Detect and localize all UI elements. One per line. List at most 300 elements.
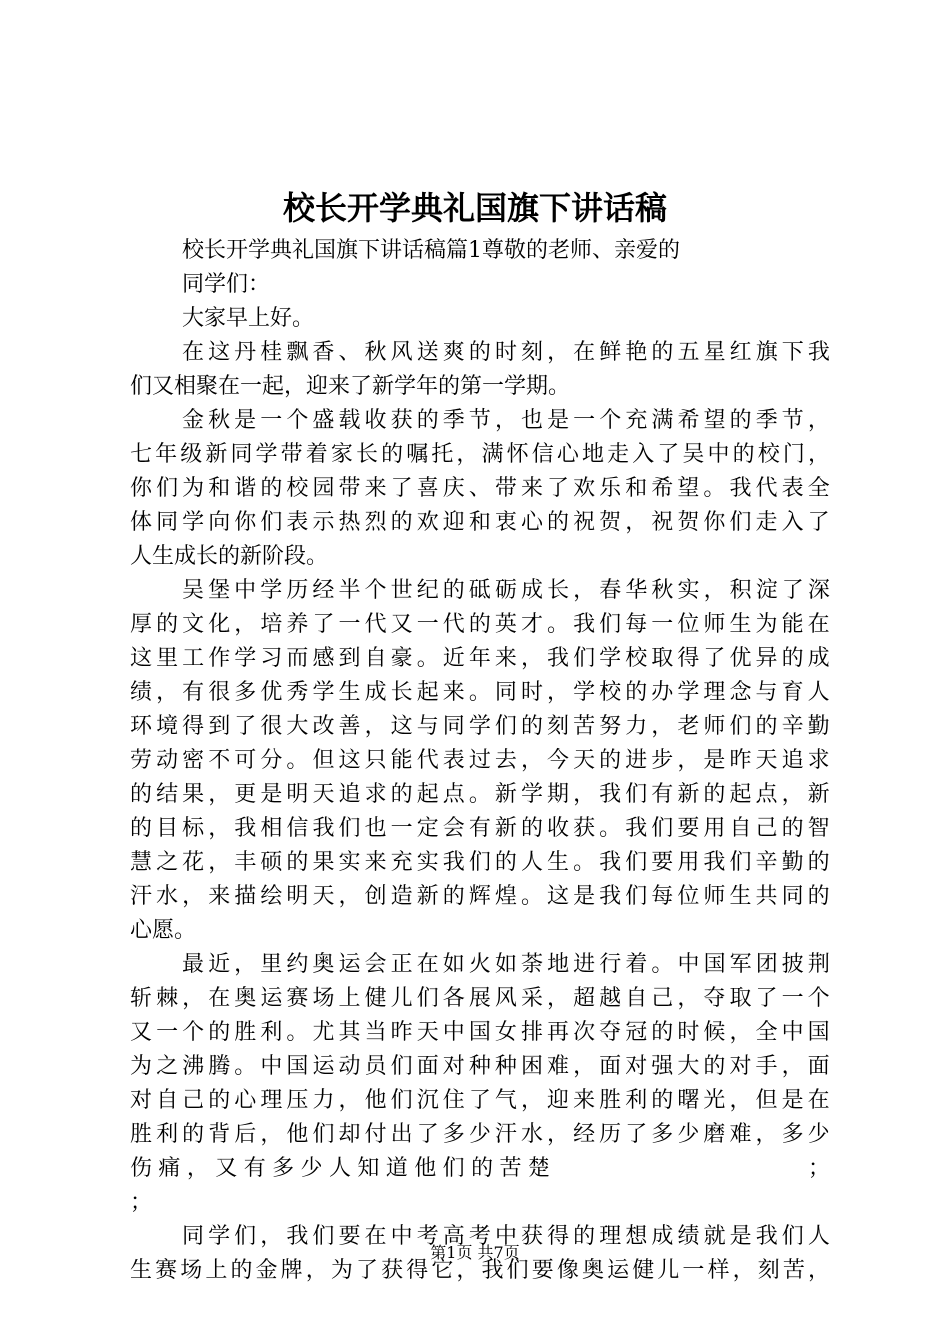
text-char: 果 (312, 850, 335, 875)
text-line (130, 1118, 830, 1152)
text-char: 少 (468, 1122, 491, 1147)
text-char: 金 (255, 1258, 278, 1283)
text-char: 秋 (651, 578, 674, 603)
text-char: 来 (364, 850, 387, 875)
text-char: 代 (416, 748, 439, 773)
text-char: 人 (807, 1224, 830, 1249)
text-char: 里 (260, 952, 283, 977)
text-char: 的 (807, 884, 830, 909)
text-char: 们 (573, 646, 596, 671)
text-char: 大 (677, 1054, 700, 1079)
text-char: 世 (390, 578, 413, 603)
text-char: 我 (599, 782, 622, 807)
text-char: ， (494, 408, 517, 433)
text-char: 人 (807, 680, 830, 705)
text-char: 追 (338, 782, 361, 807)
text-char: 要 (651, 850, 674, 875)
text-char: 长 (355, 442, 378, 467)
text-char: 昨 (729, 748, 752, 773)
text-char: 会 (364, 952, 387, 977)
text-char: 嘱 (406, 442, 429, 467)
text-char: 团 (755, 952, 778, 977)
text-char: 们 (494, 714, 517, 739)
document-title: 校长开学典礼国旗下讲话稿 (282, 189, 667, 227)
text-line: 心愿。 (130, 918, 197, 943)
text-char: 绘 (260, 884, 283, 909)
text-char: 曙 (677, 1088, 700, 1113)
text-char: 在 (573, 340, 596, 365)
text-char: 是 (729, 1224, 752, 1249)
text-char: 获 (390, 408, 413, 433)
text-char: ， (260, 1224, 283, 1249)
page-footer: 第1页 共7页 (430, 1243, 520, 1262)
text-char: 为 (182, 476, 205, 501)
text-char: 生 (729, 884, 752, 909)
text-char: 的 (468, 612, 491, 637)
text-line: 人生成长的新阶段。 (130, 544, 329, 569)
text-char: 节 (781, 408, 804, 433)
text-char: 斩 (130, 986, 153, 1011)
text-char: 力 (625, 714, 648, 739)
text-char: 对 (130, 1088, 153, 1113)
text-line: 校长开学典礼国旗下讲话稿篇1尊敬的老师、亲爱的 (182, 238, 680, 263)
text-line: 们又相聚在一起，迎来了新学年的第一学期。 (130, 374, 571, 399)
text-char: 位 (677, 884, 700, 909)
text-char: 己 (651, 986, 674, 1011)
text-char: 刻 (521, 340, 544, 365)
text-char: 们 (260, 510, 283, 535)
text-char: 经 (312, 578, 335, 603)
text-char: 们 (506, 1258, 529, 1283)
text-char: 求 (364, 782, 387, 807)
text-char: ， (547, 1122, 570, 1147)
text-char: 带 (494, 476, 517, 501)
text-char: 优 (729, 646, 752, 671)
text-char: 的 (651, 340, 674, 365)
text-char: 、 (338, 340, 361, 365)
text-char: 中 (707, 442, 730, 467)
text-char: 用 (677, 850, 700, 875)
text-char: 砥 (468, 578, 491, 603)
text-line (130, 574, 830, 608)
text-char: 辛 (781, 714, 804, 739)
text-char: 载 (338, 408, 361, 433)
document-body (130, 234, 830, 1288)
text-char: 在 (416, 952, 439, 977)
text-char: 候 (703, 1020, 726, 1045)
text-char: 年 (468, 646, 491, 671)
text-char: 果 (182, 782, 205, 807)
text-char: 习 (260, 646, 283, 671)
text-char: 的 (599, 748, 622, 773)
text-char: ， (781, 782, 804, 807)
text-char: 的 (208, 1088, 231, 1113)
text-char: 的 (755, 714, 778, 739)
text-char: 实 (677, 578, 700, 603)
text-char: 同 (156, 510, 179, 535)
text-char: 运 (260, 986, 283, 1011)
text-char: 有 (182, 680, 205, 705)
text-char: ， (364, 714, 387, 739)
text-char: 着 (305, 442, 328, 467)
text-char: 们 (781, 1224, 804, 1249)
text-char: 成 (651, 1224, 674, 1249)
text-char: 尤 (312, 1020, 335, 1045)
text-char: 也 (364, 816, 387, 841)
text-char: 得 (182, 714, 205, 739)
text-char: 就 (703, 1224, 726, 1249)
text-char: 是 (781, 1088, 804, 1113)
text-char: 的 (260, 476, 283, 501)
text-char: ， (547, 340, 570, 365)
text-char: 结 (156, 782, 179, 807)
text-char: 。 (234, 1054, 257, 1079)
text-line (130, 438, 830, 472)
text-char: ， (781, 1054, 804, 1079)
text-char: ， (677, 986, 700, 1011)
text-char: 风 (390, 340, 413, 365)
text-char: 勤 (781, 850, 804, 875)
text-char: ， (234, 952, 257, 977)
text-char: 的 (182, 1122, 205, 1147)
text-char: 校 (599, 680, 622, 705)
text-char: 有 (651, 782, 674, 807)
text-char: 来 (494, 646, 517, 671)
text-char: 为 (330, 1258, 353, 1283)
text-char: 的 (547, 510, 570, 535)
text-char: 位 (677, 612, 700, 637)
text-char: 我 (599, 850, 622, 875)
text-char: 的 (494, 850, 517, 875)
text-char: 困 (520, 1054, 543, 1079)
text-char: 如 (442, 952, 465, 977)
text-char: ， (807, 1258, 830, 1283)
text-char: 这 (547, 884, 570, 909)
text-char: 飘 (286, 340, 309, 365)
text-char: 的 (807, 850, 830, 875)
text-char: 可 (234, 748, 257, 773)
text-char: 的 (416, 408, 439, 433)
text-char: 得 (547, 1224, 570, 1249)
text-char: 环 (130, 714, 153, 739)
text-char: 的 (703, 1054, 726, 1079)
text-char: 的 (442, 884, 465, 909)
text-char: 。 (286, 748, 309, 773)
text-char: 风 (494, 986, 517, 1011)
text-char: 学 (208, 1224, 231, 1249)
text-char: 绩 (677, 1224, 700, 1249)
text-char: 中 (390, 1224, 413, 1249)
text-char: 夺 (599, 1020, 622, 1045)
text-char: 代 (755, 476, 778, 501)
text-char: 对 (729, 1054, 752, 1079)
text-char: 文 (182, 612, 205, 637)
text-char: 。 (547, 612, 570, 637)
text-char: 。 (468, 680, 491, 705)
text-char: 披 (781, 952, 804, 977)
text-char: 和 (208, 476, 231, 501)
text-char: 道 (385, 1156, 408, 1181)
text-char: 又 (130, 1020, 153, 1045)
text-char: 后 (234, 1122, 257, 1147)
text-char: 丹 (234, 340, 257, 365)
text-char: 我 (807, 340, 830, 365)
text-char: 难 (547, 1054, 570, 1079)
text-char: 牌 (280, 1258, 303, 1283)
text-char: 在 (182, 340, 205, 365)
text-char: 时 (520, 680, 543, 705)
text-char: 我 (442, 850, 465, 875)
text-char: 起 (729, 782, 752, 807)
text-char: ， (547, 986, 570, 1011)
text-char: 了 (547, 476, 570, 501)
text-char: 得 (406, 1258, 429, 1283)
text-char: 理 (703, 680, 726, 705)
text-char: 。 (573, 850, 596, 875)
text-char: 贺 (677, 510, 700, 535)
text-char: 新 (807, 782, 830, 807)
text-char: 星 (703, 340, 726, 365)
text-char: 劳 (130, 748, 153, 773)
text-char: 办 (651, 680, 674, 705)
text-char: 学 (260, 578, 283, 603)
text-char: 送 (416, 340, 439, 365)
text-char: 对 (442, 1054, 465, 1079)
text-char: 而 (286, 646, 309, 671)
text-char: ， (755, 1122, 778, 1147)
text-char: 乐 (599, 476, 622, 501)
text-char: 秋 (208, 408, 231, 433)
text-char: 天 (416, 1020, 439, 1045)
text-char: 了 (468, 1088, 491, 1113)
text-char: 香 (312, 340, 335, 365)
text-char: 力 (312, 1088, 335, 1113)
text-char: 了 (625, 1122, 648, 1147)
text-char: 获 (521, 1224, 544, 1249)
text-char: 全 (755, 1020, 778, 1045)
text-char: 多 (234, 680, 257, 705)
text-char: 我 (703, 850, 726, 875)
text-char: 一 (573, 408, 596, 433)
text-char: 绩 (130, 680, 153, 705)
text-char: 棘 (156, 986, 179, 1011)
text-char: 利 (156, 1122, 179, 1147)
text-char: 汗 (494, 1122, 517, 1147)
text-char: 信 (286, 816, 309, 841)
text-char: 像 (556, 1258, 579, 1283)
text-char: 你 (703, 510, 726, 535)
text-char: 国 (703, 952, 726, 977)
text-char: 奥 (312, 952, 335, 977)
text-char: 了 (355, 1258, 378, 1283)
text-char: 少 (677, 1122, 700, 1147)
text-char: 是 (260, 782, 283, 807)
text-char: ， (182, 986, 205, 1011)
text-char: 共 (755, 884, 778, 909)
text-char: 来 (364, 476, 387, 501)
text-line (130, 472, 830, 506)
text-char: ， (338, 1088, 361, 1113)
text-char: 信 (531, 442, 554, 467)
text-char: ， (807, 408, 830, 433)
text-char: 才 (520, 612, 543, 637)
text-char: 。 (651, 952, 674, 977)
text-char: 学 (599, 646, 622, 671)
text-char: 七 (130, 442, 153, 467)
text-char: 时 (494, 340, 517, 365)
text-char: 豪 (390, 646, 413, 671)
text-char: 少 (300, 1156, 323, 1181)
text-char: 之 (156, 1054, 179, 1079)
text-char: 一 (682, 1258, 705, 1283)
text-char: 个 (807, 986, 830, 1011)
text-char: 托 (431, 442, 454, 467)
text-char: 个 (182, 1020, 205, 1045)
text-char: 们 (625, 850, 648, 875)
text-char: 盛 (312, 408, 335, 433)
text-char: 实 (416, 850, 439, 875)
text-char: 我 (755, 1224, 778, 1249)
text-char: 再 (547, 1020, 570, 1045)
text-char: 秋 (364, 340, 387, 365)
text-char: 人 (520, 850, 543, 875)
text-char: ， (651, 714, 674, 739)
text-char: 胜 (599, 1088, 622, 1113)
text-char: 的 (651, 1020, 674, 1045)
text-char: 们 (729, 850, 752, 875)
text-char: 一 (651, 612, 674, 637)
text-char: 旗 (755, 340, 778, 365)
text-char: 他 (364, 1088, 387, 1113)
text-char: 学 (677, 680, 700, 705)
text-char: 迎 (547, 1088, 570, 1113)
text-char: ， (573, 1054, 596, 1079)
text-char: 地 (581, 442, 604, 467)
text-char: 校 (286, 476, 309, 501)
text-char: 带 (338, 476, 361, 501)
text-char: 的 (390, 782, 413, 807)
text-char: 取 (651, 646, 674, 671)
text-char: 表 (781, 476, 804, 501)
text-char: 长 (390, 680, 413, 705)
text-line (130, 880, 830, 914)
text-char: 点 (442, 782, 465, 807)
text-char: 少 (807, 1122, 830, 1147)
text-char: 带 (280, 442, 303, 467)
text-line (130, 744, 830, 778)
text-line: ； (130, 1190, 153, 1215)
text-char: 实 (338, 850, 361, 875)
text-char: 感 (312, 646, 335, 671)
text-char: 标 (182, 816, 205, 841)
text-char: 水 (520, 1122, 543, 1147)
text-char: 的 (729, 408, 752, 433)
text-char: 和 (625, 476, 648, 501)
text-char: 胜 (130, 1122, 153, 1147)
text-char: ， (729, 1020, 752, 1045)
text-char: 充 (390, 850, 413, 875)
text-char: ， (234, 612, 257, 637)
text-char: 如 (494, 952, 517, 977)
text-char: 为 (130, 1054, 153, 1079)
text-char: 成 (521, 578, 544, 603)
text-char: 春 (599, 578, 622, 603)
text-char: 痛 (158, 1156, 181, 1181)
text-char: 积 (729, 578, 752, 603)
text-char: 超 (573, 986, 596, 1011)
text-char: ， (520, 646, 543, 671)
text-char: 运 (338, 952, 361, 977)
text-char: 们 (416, 986, 439, 1011)
text-char: 。 (703, 476, 726, 501)
text-char: 之 (156, 850, 179, 875)
text-char: 们 (312, 1224, 335, 1249)
text-char: 节 (468, 408, 491, 433)
text-char: 喜 (416, 476, 439, 501)
text-char: 伤 (130, 1156, 153, 1181)
text-char: 人 (328, 1156, 351, 1181)
text-char: 经 (573, 1122, 596, 1147)
text-char: 更 (234, 782, 257, 807)
text-char: 沉 (416, 1088, 439, 1113)
text-char: 但 (755, 1088, 778, 1113)
text-char: 国 (468, 1020, 491, 1045)
text-char: 时 (677, 1020, 700, 1045)
text-char: 获 (381, 1258, 404, 1283)
text-char: 育 (781, 680, 804, 705)
text-char: 异 (755, 646, 778, 671)
text-line (130, 812, 830, 846)
text-char: 与 (755, 680, 778, 705)
text-char: 了 (312, 612, 335, 637)
text-char: 同 (230, 442, 253, 467)
text-char: 中 (234, 578, 257, 603)
text-char: 希 (651, 476, 674, 501)
text-line (130, 1016, 830, 1050)
text-char: 要 (531, 1258, 554, 1283)
text-char: 要 (338, 1224, 361, 1249)
text-char: 期 (547, 782, 570, 807)
text-char: 为 (755, 612, 778, 637)
text-char: 了 (703, 646, 726, 671)
text-char: 进 (625, 748, 648, 773)
text-char: 上 (338, 986, 361, 1011)
text-char: 表 (286, 510, 309, 535)
text-char: 来 (520, 476, 543, 501)
text-char: 改 (312, 714, 335, 739)
text-char: 优 (260, 680, 283, 705)
text-char: 校 (757, 442, 780, 467)
text-line (130, 778, 830, 812)
text-char: 老 (677, 714, 700, 739)
text-char: 儿 (657, 1258, 680, 1283)
text-char: 五 (677, 340, 700, 365)
text-char: 同 (781, 884, 804, 909)
text-char: 每 (651, 884, 674, 909)
text-char: 我 (312, 816, 335, 841)
text-char: 女 (494, 1020, 517, 1045)
text-char: 手 (755, 1054, 778, 1079)
text-char: 运 (312, 1054, 335, 1079)
text-char: 衷 (494, 510, 517, 535)
text-char: 们 (338, 816, 361, 841)
text-char: 明 (286, 782, 309, 807)
text-char: 的 (651, 1088, 674, 1113)
text-char: 同 (182, 1224, 205, 1249)
text-char: 心 (520, 510, 543, 535)
text-char: ， (260, 1122, 283, 1147)
text-char: 大 (286, 714, 309, 739)
